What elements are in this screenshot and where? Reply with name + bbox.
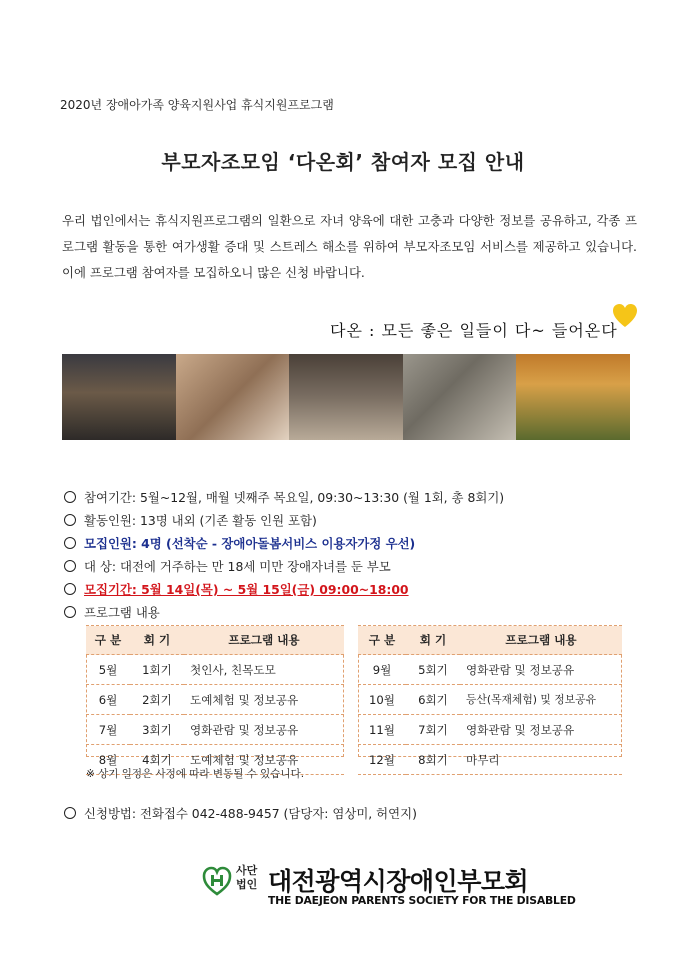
header-content: 프로그램 내용 [460, 626, 622, 655]
schedule-note: ※ 상기 일정은 사정에 따라 변동될 수 있습니다. [86, 768, 305, 780]
organization-name-ko: 대전광역시장애인부모회 [268, 867, 529, 896]
header-category: 구 분 [358, 626, 406, 655]
organization-logo-icon [202, 866, 232, 896]
info-deadline: 모집기간: 5월 14일(목) ~ 5월 15일(금) 09:00~18:00 [64, 580, 409, 598]
header-session: 회 기 [406, 626, 460, 655]
schedule-table-right [358, 626, 622, 775]
page-title: 부모자조모임 ‘다온회’ 참여자 모집 안내 [161, 150, 525, 174]
info-program: 프로그램 내용 [64, 603, 160, 621]
photo-pottery [403, 354, 517, 440]
table-header-row [358, 626, 622, 655]
table-row: 7월 3회기 영화관람 및 정보공유 [86, 715, 344, 745]
photo-hiking [516, 354, 630, 440]
intro-paragraph: 우리 법인에서는 휴식지원프로그램의 일환으로 자녀 양육에 대한 고충과 다양한 정보를 공유하고, 각종 프로그램 활동을 통한 여가생활 증대 및 스트레스 해소를 위하여 부모자조모임 서비스를 제공하고 있습니다. 이에 프로그램 참여자를 모집하오니 많은 신청 바랍니다. [62, 213, 637, 280]
info-target: 대 상: 대전에 거주하는 만 18세 미만 장애자녀를 둔 부모 [64, 557, 391, 575]
photo-strip [62, 354, 630, 440]
schedule-table-left [86, 626, 344, 775]
table-row: 10월 6회기 등산(목재체험) 및 정보공유 [358, 685, 622, 715]
table-row: 9월 5회기 영화관람 및 정보공유 [358, 655, 622, 685]
logo-small-text: 사단 법인 [236, 864, 258, 891]
banner-slogan: 다온 : 모든 좋은 일들이 다~ 들어온다 [330, 321, 618, 340]
info-members: 활동인원: 13명 내외 (기존 활동 인원 포함) [64, 511, 317, 529]
apply-method: 신청방법: 전화접수 042-488-9457 (담당자: 염상미, 허연지) [64, 804, 417, 822]
photo-gathering [176, 354, 290, 440]
table-row: 11월 7회기 영화관람 및 정보공유 [358, 715, 622, 745]
heart-icon [612, 303, 638, 329]
organization-name-en: THE DAEJEON PARENTS SOCIETY FOR THE DISABLED [268, 894, 576, 907]
header-content: 프로그램 내용 [184, 626, 344, 655]
table-header-row [86, 626, 344, 655]
table-row: 5월 1회기 첫인사, 친목도모 [86, 655, 344, 685]
photo-cafe [62, 354, 176, 440]
header-category: 구 분 [86, 626, 130, 655]
header-session: 회 기 [130, 626, 184, 655]
info-recruit: 모집인원: 4명 (선착순 - 장애아돌봄서비스 이용자가정 우선) [64, 534, 415, 552]
table-row: 6월 2회기 도예체험 및 정보공유 [86, 685, 344, 715]
photo-craft [289, 354, 403, 440]
table-row: 8월 4회기 도예체험 및 정보공유 [86, 745, 344, 775]
table-row: 12월 8회기 마무리 [358, 745, 622, 775]
info-period: 참여기간: 5월~12월, 매월 넷째주 목요일, 09:30~13:30 (월 1회, 총 8회기) [64, 488, 504, 506]
subtitle: 2020년 장애아가족 양육지원사업 휴식지원프로그램 [60, 98, 334, 112]
